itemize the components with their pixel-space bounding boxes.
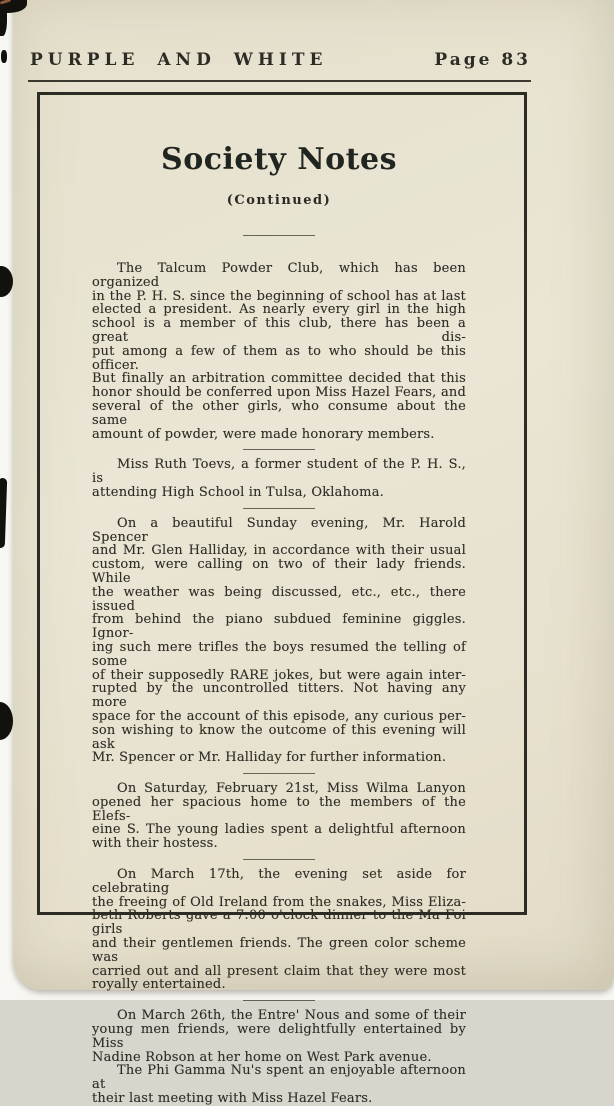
text-line: The Phi Gamma Nu's spent an enjoyable afternoon at — [92, 1063, 466, 1093]
text-line: school is a member of this club, there has been a great dis- — [92, 316, 466, 345]
text-line: son wishing to know the outcome of this evening will ask — [92, 722, 466, 752]
page-sheet — [13, 0, 614, 1106]
section-divider — [243, 773, 315, 774]
text-line: The Talcum Powder Club, which has been organized — [92, 261, 466, 290]
text-line: rupted by the uncontrolled titters. Not having any more — [92, 681, 466, 711]
text-line: custom, were calling on two of their lady friends. While — [92, 557, 466, 586]
section-divider — [243, 1000, 315, 1001]
text-line: of their supposedly RARE jokes, but were again inter- — [92, 667, 466, 683]
paragraph — [92, 1064, 466, 1105]
text-line: their last meeting with Miss Hazel Fears. — [92, 1091, 373, 1106]
text-line: elected a president. As nearly every girl in the high — [92, 302, 466, 318]
text-line: attending High School in Tulsa, Oklahoma. — [92, 484, 384, 500]
text-line: space for the account of this episode, any curious per- — [92, 708, 466, 724]
article-subtitle: (Continued) — [226, 193, 332, 208]
text-line: put among a few of them as to who should be this officer. — [92, 343, 466, 373]
text-line: and their gentlemen friends. The green color scheme was — [92, 936, 466, 965]
text-line: honor should be conferred upon Miss Hazel Fears, and — [92, 385, 466, 401]
paragraph — [92, 458, 466, 499]
publication-title: PURPLE AND WHITE — [30, 50, 328, 70]
text-line: from behind the piano subdued feminine giggles. Ignor- — [92, 612, 466, 642]
text-line: eine S. The young ladies spent a delightful afternoon — [92, 822, 466, 838]
section-divider — [243, 449, 315, 450]
text-line: On March 26th, the Entre' Nous and some of their — [117, 1008, 466, 1024]
text-line: royally entertained. — [92, 977, 226, 993]
text-line: amount of powder, were made honorary members. — [92, 426, 435, 442]
section-divider — [243, 859, 315, 860]
text-line: young men friends, were delightfully entertained by Miss — [92, 1022, 466, 1051]
text-line: Nadine Robson at her home on West Park avenue. — [92, 1049, 432, 1065]
section-divider — [243, 235, 315, 236]
text-line: with their hostess. — [92, 836, 218, 852]
text-line: and Mr. Glen Halliday, in accordance with their usual — [92, 543, 466, 559]
text-line: On Saturday, February 21st, Miss Wilma Lanyon — [117, 781, 466, 797]
binding-speck — [1, 50, 7, 63]
text-line: But finally an arbitration committee decided that this — [92, 371, 466, 387]
article-body — [92, 262, 466, 1106]
text-line: Mr. Spencer or Mr. Halliday for further information. — [92, 750, 447, 766]
paragraph — [92, 517, 466, 765]
paragraph — [92, 782, 466, 851]
page-number: Page 83 — [434, 50, 531, 70]
paragraph — [92, 1009, 466, 1064]
text-line: On a beautiful Sunday evening, Mr. Harold Spencer — [92, 515, 466, 545]
text-line: several of the other girls, who consume about the same — [92, 398, 466, 428]
header-rule — [28, 80, 531, 82]
article-title: Society Notes — [161, 142, 397, 177]
text-line: carried out and all present claim that they were most — [92, 963, 466, 979]
paragraph — [92, 868, 466, 992]
page-header — [30, 50, 531, 70]
text-line: opened her spacious home to the members of the Elefs- — [92, 794, 466, 824]
section-divider — [243, 508, 315, 509]
article — [40, 95, 524, 1106]
text-line: Miss Ruth Toevs, a former student of the P. H. S., is — [92, 457, 466, 487]
text-line: ing such mere trifles the boys resumed the telling of some — [92, 639, 466, 669]
text-line: beth Roberts gave a 7:00 o'clock dinner to the Ma Foi girls — [92, 908, 466, 938]
text-line: On March 17th, the evening set aside for celebrating — [92, 867, 466, 896]
content-frame — [37, 92, 527, 1106]
text-line: in the P. H. S. since the beginning of school has at last — [92, 288, 466, 304]
text-line: the freeing of Old Ireland from the snakes, Miss Eliza- — [92, 894, 466, 910]
text-line: the weather was being discussed, etc., etc., there issued — [92, 584, 466, 614]
paragraph — [92, 262, 466, 441]
